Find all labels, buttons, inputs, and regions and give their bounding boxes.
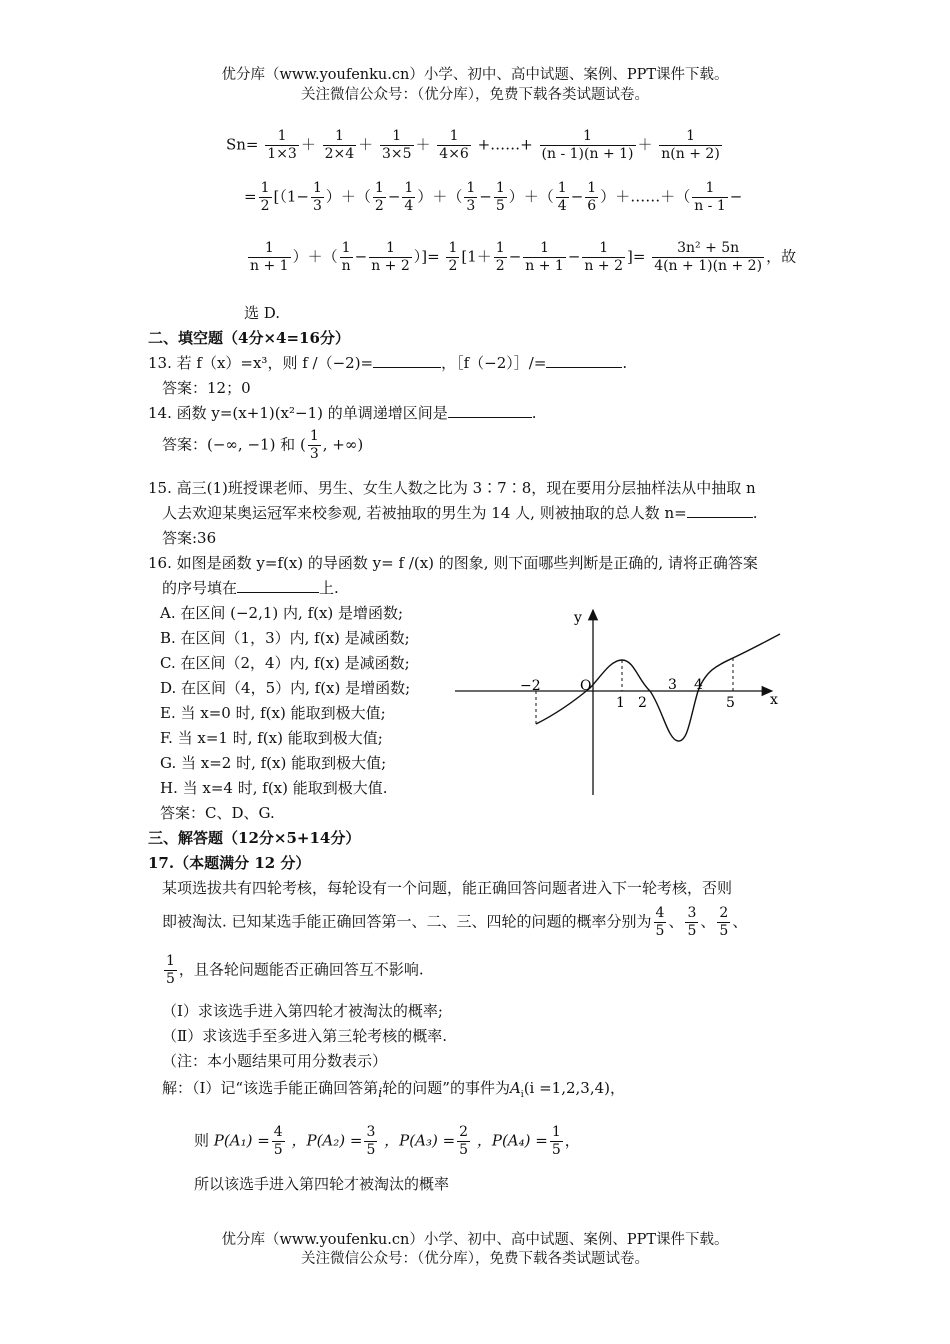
q17-part-1: （Ⅰ）求该选手进入第四轮才被淘汰的概率; [162,1002,443,1020]
q14: 14. 函数 y=(x+1)(x²−1) 的单调递增区间是 . [148,404,537,422]
q16-line-2: 的序号填在 上. [162,579,339,597]
q16-option: A. 在区间 (−2,1) 内, f(x) 是增函数; [160,604,404,622]
answer-blank[interactable] [237,578,319,593]
fraction: $\frac{1}{3}$ [466,180,476,214]
fraction: $\frac{1}{n}$ [341,240,351,274]
tick-label: 4 [694,677,703,693]
footer-line-2: 关注微信公众号：（优分库），免费下载各类试题试卷。 [301,1251,649,1267]
answer-blank[interactable] [373,353,441,368]
x-label: x [770,692,778,708]
fraction: $\frac{4}{5}$ [655,905,665,939]
fraction: $\frac{1}{n - 1}$ [694,180,726,214]
q15-line-1: 15. 高三(1)班授课老师、男生、女生人数之比为 3∶7∶8，现在要用分层抽样法从中抽取 n [148,479,756,497]
q17-probabilities: 则 P(A₁) = $\frac{4}{5}$ ，P(A₂) = $\frac{3}{5}$ ，P(A₃) = $\frac{2}{5}$ ，P(A₄) = $\frac{1}{5}$ ， [194,1124,580,1158]
fraction: $\frac{1}{3\times 5}$ [381,128,412,162]
fraction: $\frac{1}{4}$ [557,180,567,214]
q13-answer: 答案：12；0 [162,379,251,397]
fraction: $\frac{1}{n + 1}$ [525,240,564,274]
derivative-curve [536,634,780,741]
q16-option: B. 在区间（1，3）内, f(x) 是减函数; [160,629,410,647]
fraction: $\frac{1}{n(n + 2)}$ [661,128,720,162]
q17-line-3: $\frac{1}{5}$ ，且各轮问题能否正确回答互不影响. [166,953,424,987]
fraction: $\frac{1}{1\times 3}$ [267,128,297,162]
q15-answer: 答案:36 [162,529,217,547]
y-label: y [574,610,582,626]
q17-line-1: 某项选拔共有四轮考核，每轮设有一个问题，能正确回答问题者进入下一轮考核，否则 [162,879,733,897]
footer-line-1: 优分库（www.youfenku.cn）小学、初中、高中试题、案例、PPT课件下载。 [221,1232,729,1248]
fraction: $\frac{1}{n + 1}$ [250,240,289,274]
answer-blank[interactable] [687,503,753,518]
choose-d: 选 D. [244,304,281,322]
fraction: $\frac{1}{2}$ [448,240,458,274]
result-fraction: $\frac{\text{3n² + 5n}}{4(n + 1)(n + 2)}$ [654,240,763,274]
q17-part-2: （Ⅱ）求该选手至多进入第三轮考核的概率. [162,1027,447,1045]
fraction: $\frac{1}{6}$ [587,180,597,214]
q17-solution-start: 解：（Ⅰ）记“该选手能正确回答第i轮的问题”的事件为$A_i(i =1,2,3,4)$， [162,1079,626,1101]
tick-label: 2 [638,695,647,711]
q17-last-line: 所以该选手进入第四轮才被淘汰的概率 [194,1175,450,1193]
fraction: $\frac{1}{2}$ [495,240,505,274]
fraction: $\frac{3}{5}$ [366,1124,376,1158]
q16-option: D. 在区间（4，5）内, f(x) 是增函数; [160,679,411,697]
q15-line-2: 人去欢迎某奥运冠军来校参观, 若被抽取的男生为 14 人, 则被抽取的总人数 n= . [162,504,758,522]
fraction: $\frac{1}{5}$ [166,953,175,987]
sum-line-2: = $\frac{1}{2}$ [（1− $\frac{1}{3}$ ）＋（ $\frac{1}{2}$ − $\frac{1}{4}$ ）＋（ $\frac{1}{3}$ − $\frac{1}{5}$ ）＋（ $\frac{1}{4}$ − $\frac{1}{6}$ ）＋……＋（ $\frac{1}{n - 1}$ − [244,180,743,214]
fraction: $\frac{1}{4\times 6}$ [439,128,469,162]
fraction: $\frac{1}{4}$ [404,180,414,214]
q17-line-2: 即被淘汰. 已知某选手能正确回答第一、二、三、四轮的问题的概率分别为 $\frac{4}{5}$ 、 $\frac{3}{5}$ 、 $\frac{2}{5}$ 、 [162,905,748,939]
fraction: $\frac{1}{3}$ [309,428,319,462]
q17-title: 17.（本题满分 12 分） [148,854,311,872]
fraction: $\frac{1}{2\times 4}$ [324,128,355,162]
fraction: $\frac{1}{(n - 1)(n + 1)}$ [541,128,634,162]
section-3-title: 三、解答题（12分×5+14分） [148,829,361,847]
fraction: $\frac{3}{5}$ [687,905,697,939]
origin-label: O [580,678,592,694]
sum-line-3: $\frac{1}{n + 1}$ ）＋（ $\frac{1}{n}$ − $\frac{1}{n + 2}$ ）]= $\frac{1}{2}$ [1＋ $\frac{1}{2}$ − $\frac{1}{n + 1}$ − $\frac{1}{n + 2}$ ]= $\frac{\text{3n² + 5n}}{4(n + 1)(n + 2)}$ ，故 [250,240,797,274]
fraction: $\frac{1}{n + 2}$ [584,240,623,274]
derivative-graph [450,600,790,800]
section-2-title: 二、填空题（4分×4=16分） [148,329,350,347]
q16-line-1: 16. 如图是函数 y=f(x) 的导函数 y= f /(x) 的图象, 则下面哪些判断是正确的, 请将正确答案 [148,554,758,572]
q16-option: G. 当 x=2 时, f(x) 能取到极大值; [160,754,387,772]
fraction: $\frac{2}{5}$ [719,905,729,939]
tick-label: −2 [520,678,541,694]
fraction: $\frac{1}{5}$ [495,180,505,214]
fraction: $\frac{1}{5}$ [551,1124,561,1158]
q16-option: C. 在区间（2，4）内, f(x) 是减函数; [160,654,410,672]
header-line-2: 关注微信公众号：（优分库），免费下载各类试题试卷。 [301,87,649,103]
answer-blank[interactable] [546,353,622,368]
tick-label: 5 [726,695,735,711]
q16-answer: 答案：C、D、G. [160,804,275,822]
q17-note: （注：本小题结果可用分数表示） [162,1052,388,1070]
fraction: $\frac{1}{2}$ [260,180,270,214]
fraction: $\frac{1}{n + 2}$ [371,240,410,274]
fraction: $\frac{2}{5}$ [459,1124,469,1158]
header-line-1: 优分库（www.youfenku.cn）小学、初中、高中试题、案例、PPT课件下载。 [221,67,729,83]
q16-option: E. 当 x=0 时, f(x) 能取到极大值; [160,704,386,722]
q14-answer: 答案：(−∞, −1) 和 ( $\frac{1}{3}$ , +∞) [162,428,364,462]
q13: 13. 若 f（x）=x³，则 f /（−2)= ，［f（−2）］/= . [148,354,628,372]
fraction: $\frac{1}{3}$ [312,180,322,214]
answer-blank[interactable] [448,403,532,418]
sn-label: Sn= [226,135,259,154]
q16-option: H. 当 x=4 时, f(x) 能取到极大值. [160,779,388,797]
fraction: $\frac{1}{2}$ [374,180,384,214]
q16-option: F. 当 x=1 时, f(x) 能取到极大值; [160,729,383,747]
ellipsis: +……+ [477,135,533,154]
sum-line-1: Sn= $\frac{1}{1\times 3}$ ＋ $\frac{1}{2\times 4}$ ＋ $\frac{1}{3\times 5}$ ＋ $\frac{1}{4\times 6}$ +……+ $\frac{1}{(n - 1)(n + 1)}$ ＋ $\frac{1}{n(n + 2)}$ [226,128,720,162]
fraction: $\frac{4}{5}$ [273,1124,283,1158]
tick-label: 3 [668,677,677,693]
tick-label: 1 [616,695,625,711]
